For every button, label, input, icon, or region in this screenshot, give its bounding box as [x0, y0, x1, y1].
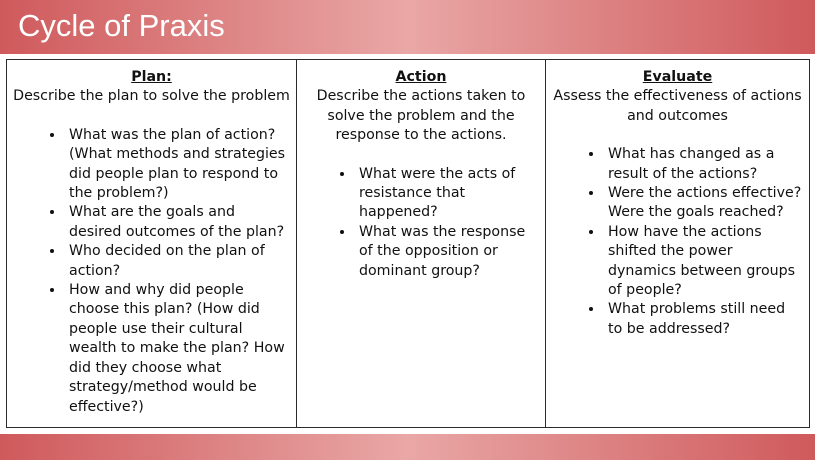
action-heading: Action — [395, 69, 447, 85]
slide-title: Cycle of Praxis — [18, 8, 225, 43]
evaluate-cell — [546, 60, 810, 428]
list-item: • How have the actions shifted the power dynamics between groups of people? — [604, 223, 803, 301]
evaluate-heading: Evaluate — [642, 69, 713, 85]
evaluate-description: Assess the effectiveness of actions and outcomes — [553, 88, 802, 124]
list-item: • How and why did people choose this plan? (How did people use their cultural wealth to make the plan? How did they choose what strategy/method would be effective?) — [65, 281, 290, 417]
list-item: • Were the actions effective? Were the goals reached? — [604, 184, 803, 223]
list-item: • What was the plan of action? (What methods and strategies did people plan to respond to the problem?) — [65, 126, 290, 204]
title-banner — [0, 0, 815, 54]
plan-heading: Plan: — [131, 69, 172, 85]
list-item: • What were the acts of resistance that happened? — [355, 165, 539, 223]
action-cell — [297, 60, 546, 428]
list-item: • What problems still need to be addressed? — [604, 300, 803, 339]
evaluate-bullet-list — [552, 145, 803, 339]
plan-cell — [7, 60, 297, 428]
plan-bullet-list — [13, 126, 290, 417]
praxis-table — [6, 59, 810, 428]
list-item: • What are the goals and desired outcomes of the plan? — [65, 203, 290, 242]
list-item: • What was the response of the opposition or dominant group? — [355, 223, 539, 281]
footer-band — [0, 434, 815, 460]
list-item: • Who decided on the plan of action? — [65, 242, 290, 281]
plan-description: Describe the plan to solve the problem — [13, 88, 290, 105]
list-item: • What has changed as a result of the actions? — [604, 145, 803, 184]
action-bullet-list — [303, 165, 539, 281]
table-row — [7, 60, 810, 428]
action-description: Describe the actions taken to solve the problem and the response to the actions. — [316, 88, 526, 144]
